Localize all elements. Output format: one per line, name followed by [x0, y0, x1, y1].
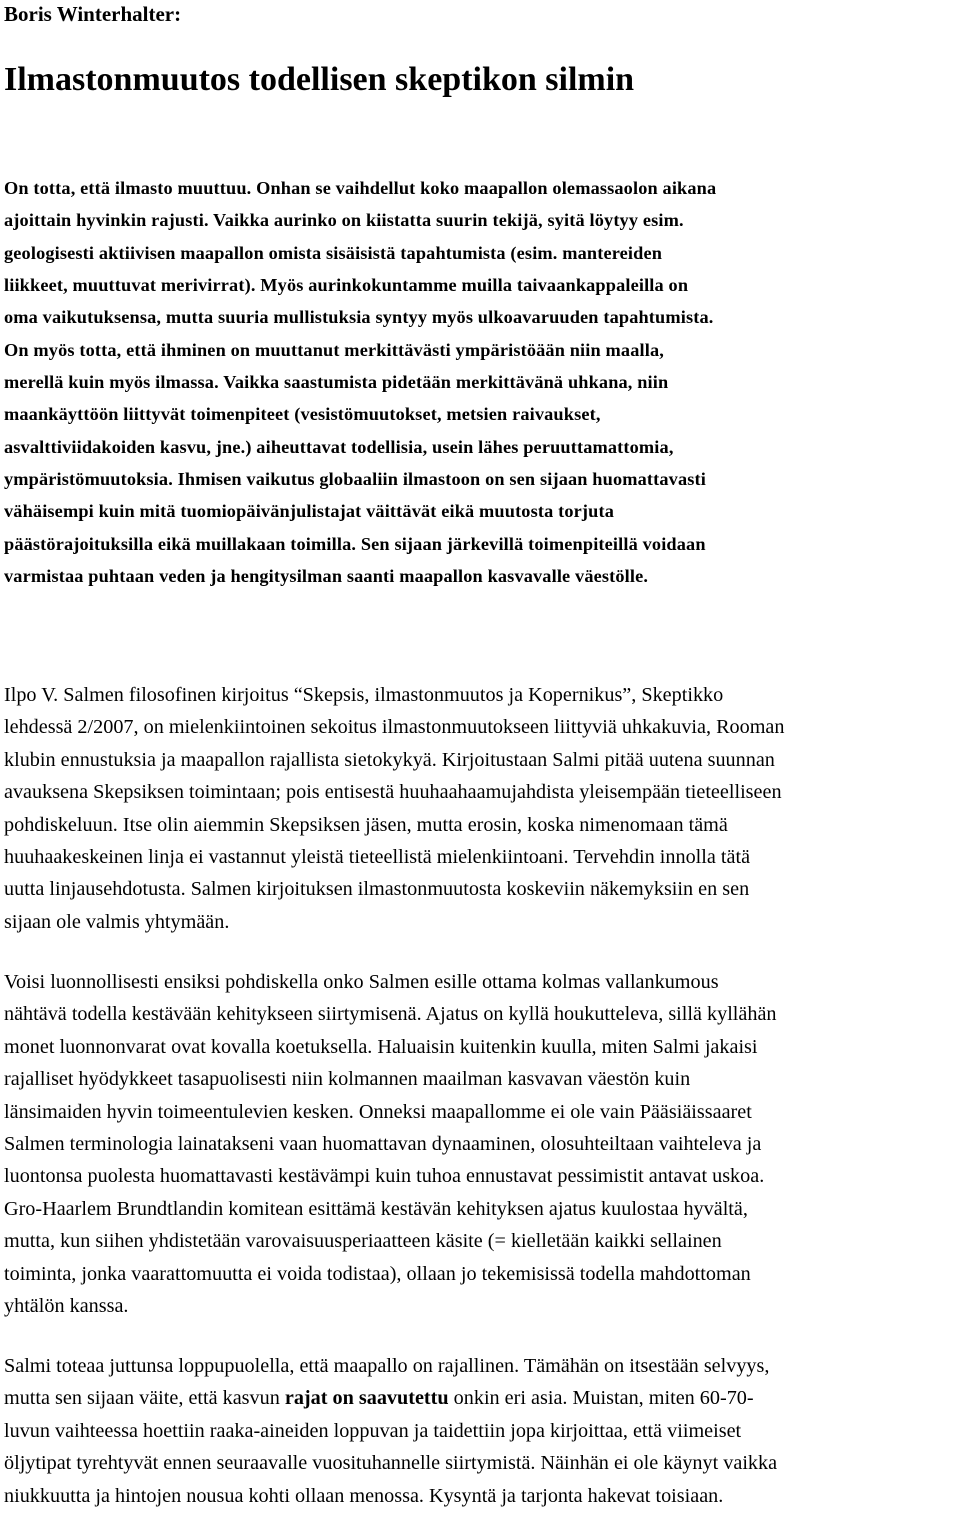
line-text: onkin eri asia. Muistan, miten 60-70-	[448, 1387, 754, 1410]
paragraph-line: niukkuutta ja hintojen nousua kohti ollaan menossa. Kysyntä ja tarjonta hakevat toisiaan.	[4, 1484, 724, 1507]
lead-line: vähäisempi kuin mitä tuomiopäivänjulistajat väittävät eikä muutosta torjuta	[4, 501, 614, 522]
line-text: mutta sen sijaan väite, että kasvun	[4, 1387, 285, 1410]
paragraph-line	[4, 1382, 956, 1414]
paragraph-line: Salmen terminologia lainatakseni vaan huomattavan dynaaminen, olosuhteiltaan vaihteleva ja	[4, 1133, 762, 1156]
lead-line: geologisesti aktiivisen maapallon omista sisäisistä tapahtumista (esim. mantereiden	[4, 242, 663, 263]
paragraph-line: lehdessä 2/2007, on mielenkiintoinen sekoitus ilmastonmuutokseen liittyviä uhkakuvia, Rooman	[4, 716, 785, 739]
paragraph-line: rajalliset hyödykkeet tasapuolisesti niin kolmannen maailman kasvavan väestön kuin	[4, 1068, 691, 1091]
body-paragraph-1	[4, 679, 956, 938]
paragraph-line: Salmi toteaa juttunsa loppupuolella, että maapallo on rajallinen. Tämähän on itsestään selvyys,	[4, 1355, 770, 1377]
paragraph-line: toiminta, jonka vaarattomuutta ei voida todistaa), ollaan jo tekemisissä todella mahdottoman	[4, 1262, 751, 1285]
lead-line: On totta, että ilmasto muuttuu. Onhan se vaihdellut koko maapallon olemassaolon aikana	[4, 178, 717, 198]
lead-line: ajoittain hyvinkin rajusti. Vaikka aurinko on kiistatta suurin tekijä, syitä löytyy esim.	[4, 210, 684, 231]
paragraph-line: sijaan ole valmis yhtymään.	[4, 910, 230, 933]
paragraph-line: luontonsa puolesta huomattavasti kestävämpi kuin tuhoa ennustavat pessimistit antavat uskoa.	[4, 1165, 765, 1188]
paragraph-line: mutta, kun siihen yhdistetään varovaisuusperiaatteen käsite (= kielletään kaikki sellainen	[4, 1230, 722, 1253]
lead-line: merellä kuin myös ilmassa. Vaikka saastumista pidetään merkittävänä uhkana, niin	[4, 372, 669, 393]
body-paragraph-2	[4, 966, 956, 1322]
paragraph-line: Ilpo V. Salmen filosofinen kirjoitus “Skepsis, ilmastonmuutos ja Kopernikus”, Skeptikko	[4, 684, 724, 706]
lead-line: maankäyttöön liittyvät toimenpiteet (vesistömuutokset, metsien raivaukset,	[4, 404, 601, 425]
paragraph-line: Voisi luonnollisesti ensiksi pohdiskella onko Salmen esille ottama kolmas vallankumous	[4, 971, 719, 993]
lead-line: päästörajoituksilla eikä muillakaan toimilla. Sen sijaan järkevillä toimenpiteillä voidaan	[4, 533, 706, 554]
paragraph-line: pohdiskeluun. Itse olin aiemmin Skepsiksen jäsen, mutta erosin, koska nimenomaan tämä	[4, 813, 728, 836]
paragraph-line: monet luonnonvarat ovat kovalla koetuksella. Haluaisin kuitenkin kuulla, miten Salmi jakaisi	[4, 1035, 758, 1058]
paragraph-line: klubin ennustuksia ja maapallon rajallista sietokykyä. Kirjoitustaan Salmi pitää uutena suunnan	[4, 748, 775, 771]
paragraph-line: Gro-Haarlem Brundtlandin komitean esittämä kestävän kehityksen ajatus kuulostaa hyvältä,	[4, 1197, 748, 1220]
emphasis-text: rajat on saavutettu	[284, 1387, 449, 1410]
body-paragraph-3	[4, 1350, 956, 1512]
paragraph-line: öljytipat tyrehtyvät ennen seuraavalle vuosituhannelle siirtymistä. Näinhän ei ole käynyt vaikka	[4, 1452, 778, 1475]
lead-paragraph	[4, 172, 956, 592]
paragraph-line: yhtälön kanssa.	[4, 1295, 129, 1318]
article-title: Ilmastonmuutos todellisen skeptikon silmin	[4, 61, 635, 98]
lead-line: liikkeet, muuttuvat merivirrat). Myös aurinkokuntamme muilla taivaankappaleilla on	[4, 275, 689, 296]
paragraph-line: huuhaakeskeinen linja ei vastannut yleistä tieteellistä mielenkiintoani. Tervehdin innolla tätä	[4, 846, 751, 869]
lead-line: ympäristömuutoksia. Ihmisen vaikutus globaaliin ilmastoon on sen sijaan huomattavasti	[4, 469, 706, 490]
paragraph-line: luvun vaihteessa hoettiin raaka-aineiden loppuvan ja taidettiin jopa kirjoittaa, että viimeiset	[4, 1419, 742, 1442]
paragraph-line: avauksena Skepsiksen toimintaan; pois entisestä huuhaahaamujahdista yleisempään tieteelliseen	[4, 781, 782, 804]
paragraph-line: länsimaiden hyvin toimeentulevien kesken. Onneksi maapallomme ei ole vain Pääsiäissaaret	[4, 1100, 752, 1123]
lead-line: asvalttiviidakoiden kasvu, jne.) aiheuttavat todellisia, usein lähes peruuttamattomia,	[4, 436, 674, 457]
lead-line: varmistaa puhtaan veden ja hengitysilman saanti maapallon kasvavalle väestölle.	[4, 566, 649, 587]
paragraph-line: nähtävä todella kestävään kehitykseen siirtymisenä. Ajatus on kyllä houkutteleva, sillä kyllähän	[4, 1003, 777, 1026]
author-name: Boris Winterhalter:	[4, 2, 182, 26]
paragraph-line: uutta linjausehdotusta. Salmen kirjoituksen ilmastonmuutosta koskeviin näkemyksiin en sen	[4, 878, 750, 901]
lead-line: On myös totta, että ihminen on muuttanut merkittävästi ympäristöään niin maalla,	[4, 339, 664, 360]
lead-line: oma vaikutuksensa, mutta suuria mullistuksia syntyy myös ulkoavaruuden tapahtumista.	[4, 307, 714, 328]
